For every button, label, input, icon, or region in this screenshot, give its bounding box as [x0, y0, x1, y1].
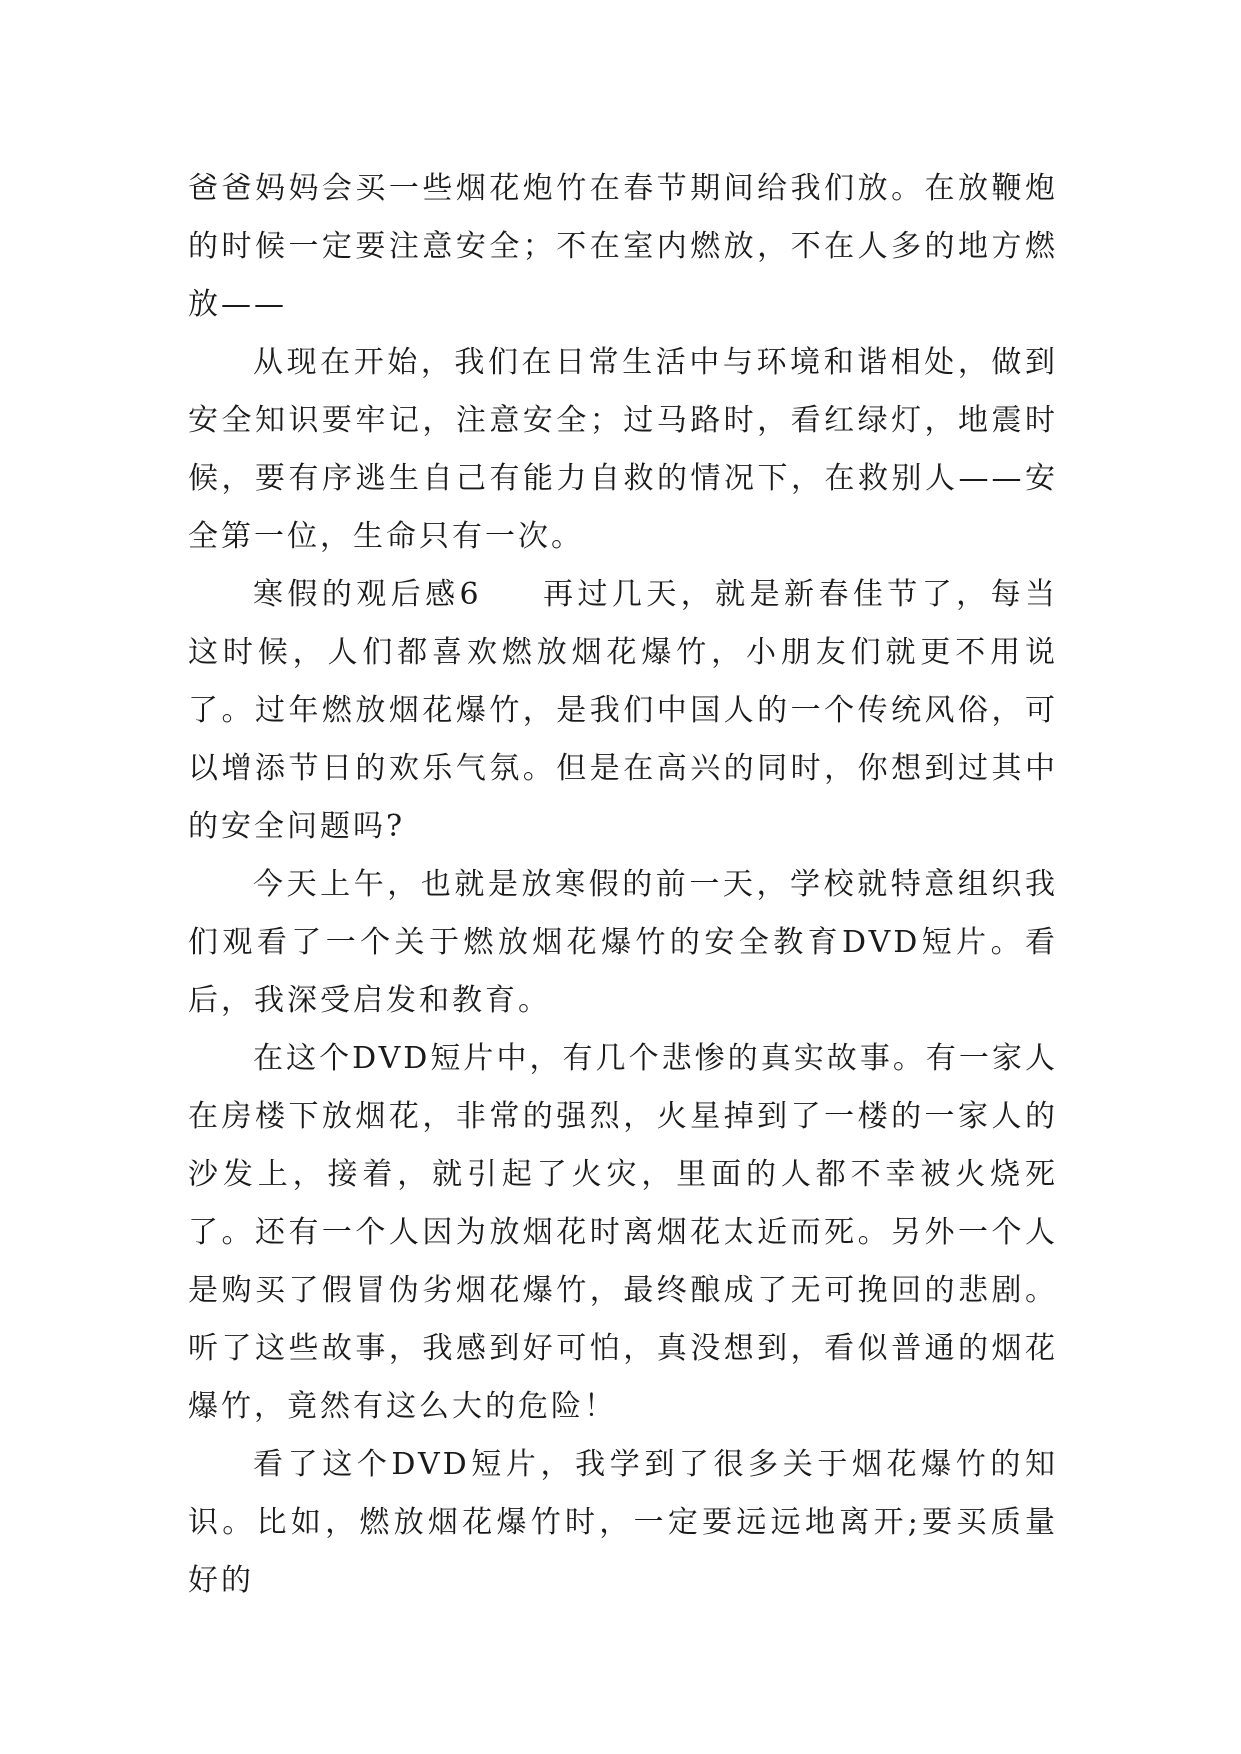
document-body — [188, 160, 1058, 1610]
section-text: 再过几天，就是新春佳节了，每当这时候，人们都喜欢燃放烟花爆竹，小朋友们就更不用说了。过年燃放烟花爆竹，是我们中国人的一个传统风俗，可以增添节日的欢乐气氛。但是在高兴的同时，你想到过其中的安全问题吗? — [188, 577, 1059, 844]
paragraph: 今天上午，也就是放寒假的前一天，学校就特意组织我们观看了一个关于燃放烟花爆竹的安全教育DVD短片。看后，我深受启发和教育。 — [188, 867, 1058, 1018]
paragraph: 爸爸妈妈会买一些烟花炮竹在春节期间给我们放。在放鞭炮的时候一定要注意安全；不在室内燃放，不在人多的地方燃放—— — [188, 171, 1058, 322]
paragraph: 从现在开始，我们在日常生活中与环境和谐相处，做到安全知识要牢记，注意安全；过马路时，看红绿灯，地震时候，要有序逃生自己有能力自救的情况下，在救别人——安全第一位，生命只有一次。 — [188, 345, 1058, 554]
section-paragraph — [188, 566, 1058, 856]
section-title: 寒假的观后感6 — [253, 577, 482, 612]
paragraph: 在这个DVD短片中，有几个悲惨的真实故事。有一家人在房楼下放烟花，非常的强烈，火星掉到了一楼的一家人的沙发上，接着，就引起了火灾，里面的人都不幸被火烧死了。还有一个人因为放烟花时离烟花太近而死。另外一个人是购买了假冒伪劣烟花爆竹，最终酿成了无可挽回的悲剧。听了这些故事，我感到好可怕，真没想到，看似普通的烟花爆竹，竟然有这么大的危险！ — [188, 1041, 1058, 1424]
paragraph: 看了这个DVD短片，我学到了很多关于烟花爆竹的知识。比如，燃放烟花爆竹时，一定要远远地离开;要买质量好的 — [188, 1447, 1058, 1598]
